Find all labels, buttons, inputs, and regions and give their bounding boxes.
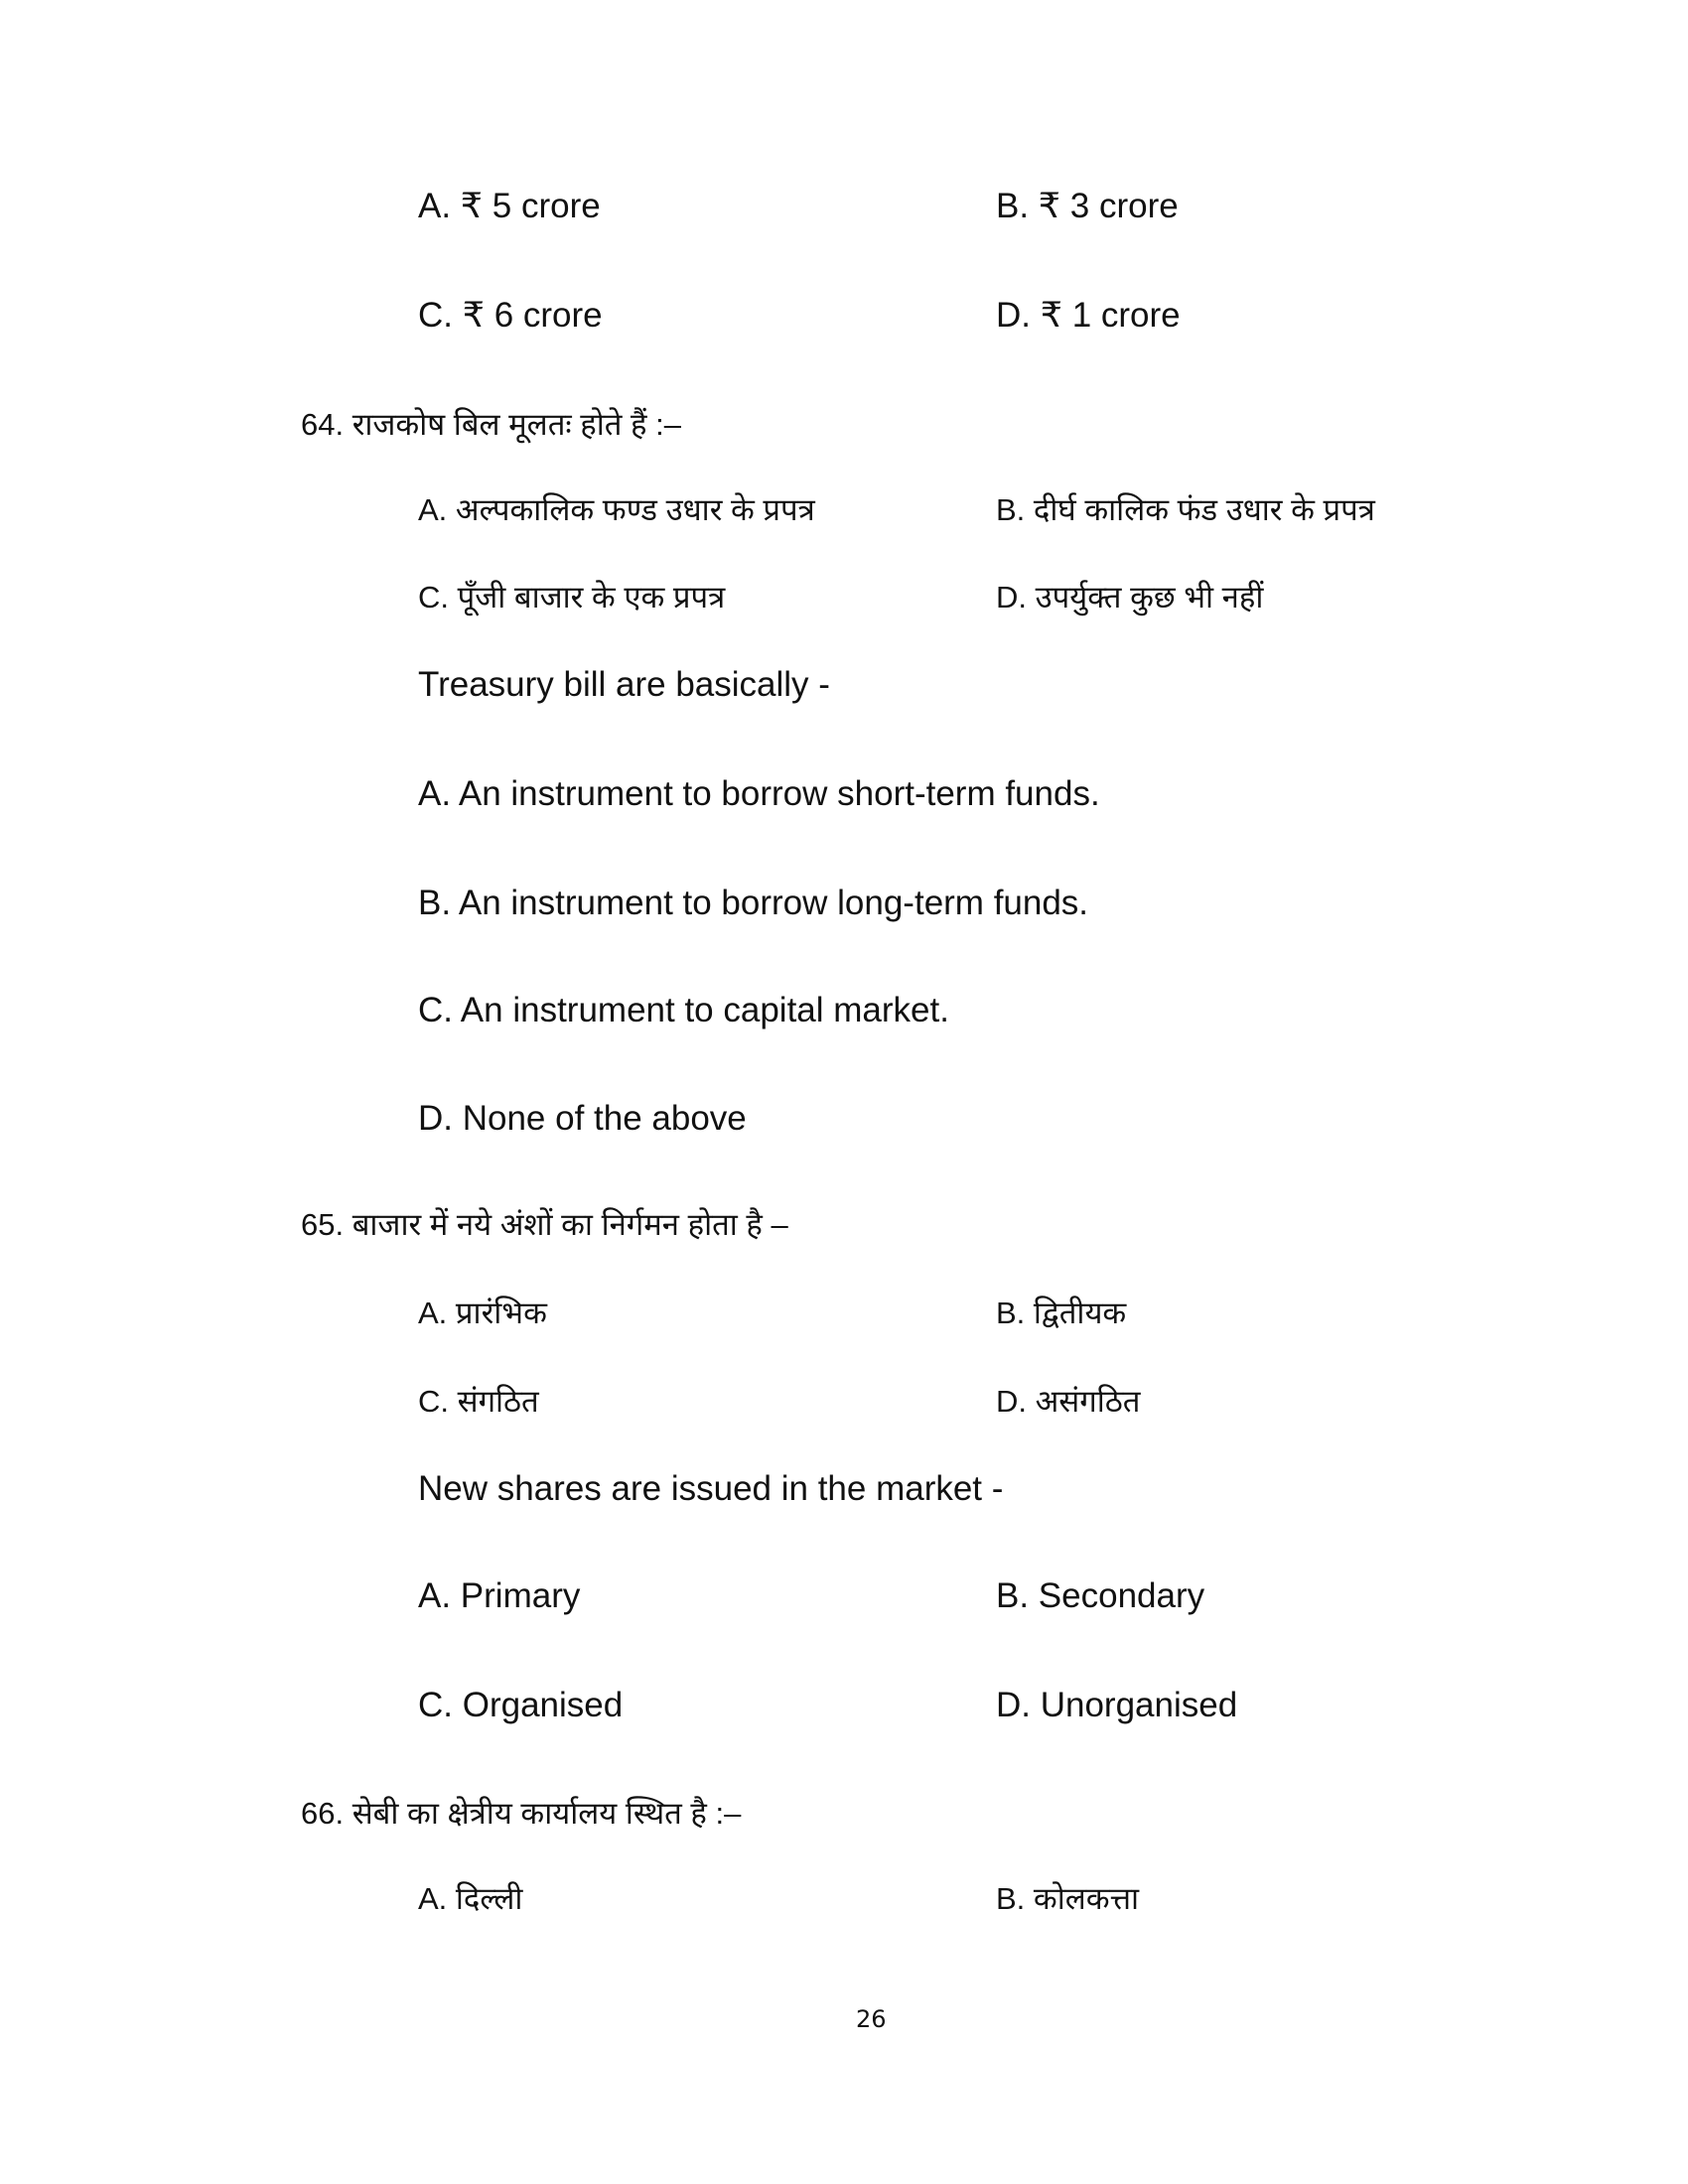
q66-question-hindi: 66. सेबी का क्षेत्रीय कार्यालय स्थित है :– bbox=[301, 1796, 742, 1831]
q63-option-b: B. ₹ 3 crore bbox=[996, 187, 1179, 225]
q65-option-d-hindi: D. असंगठित bbox=[996, 1384, 1141, 1419]
q64-option-d-hindi: D. उपर्युक्त कुछ भी नहीं bbox=[996, 580, 1264, 614]
q65-option-c-hindi: C. संगठित bbox=[418, 1384, 539, 1419]
q65-option-c-english: C. Organised bbox=[418, 1686, 624, 1724]
q65-option-d-english: D. Unorganised bbox=[996, 1686, 1238, 1724]
q65-option-b-english: B. Secondary bbox=[996, 1576, 1205, 1615]
q63-option-c: C. ₹ 6 crore bbox=[418, 296, 603, 335]
q65-option-a-hindi: A. प्रारंभिक bbox=[418, 1296, 547, 1330]
q64-option-d-english: D. None of the above bbox=[418, 1099, 747, 1138]
q64-option-c-english: C. An instrument to capital market. bbox=[418, 991, 949, 1029]
q65-option-a-english: A. Primary bbox=[418, 1576, 581, 1615]
q64-option-a-hindi: A. अल्पकालिक फण्ड उधार के प्रपत्र bbox=[418, 492, 815, 527]
q64-option-b-english: B. An instrument to borrow long-term funds. bbox=[418, 884, 1089, 922]
q64-option-b-hindi: B. दीर्घ कालिक फंड उधार के प्रपत्र bbox=[996, 492, 1375, 527]
q64-question-english: Treasury bill are basically - bbox=[418, 665, 830, 704]
q64-option-c-hindi: C. पूँजी बाजार के एक प्रपत्र bbox=[418, 580, 726, 614]
q66-option-a-hindi: A. दिल्ली bbox=[418, 1881, 523, 1916]
q63-option-d: D. ₹ 1 crore bbox=[996, 296, 1181, 335]
q64-option-a-english: A. An instrument to borrow short-term funds. bbox=[418, 774, 1100, 813]
q65-question-hindi: 65. बाजार में नये अंशों का निर्गमन होता है – bbox=[301, 1207, 788, 1242]
q66-option-b-hindi: B. कोलकत्ता bbox=[996, 1881, 1140, 1916]
q65-option-b-hindi: B. द्वितीयक bbox=[996, 1296, 1127, 1330]
q65-question-english: New shares are issued in the market - bbox=[418, 1469, 1004, 1508]
q64-question-hindi: 64. राजकोष बिल मूलतः होते हैं :– bbox=[301, 407, 681, 442]
page-number: 26 bbox=[856, 2005, 887, 2033]
q63-option-a: A. ₹ 5 crore bbox=[418, 187, 601, 225]
